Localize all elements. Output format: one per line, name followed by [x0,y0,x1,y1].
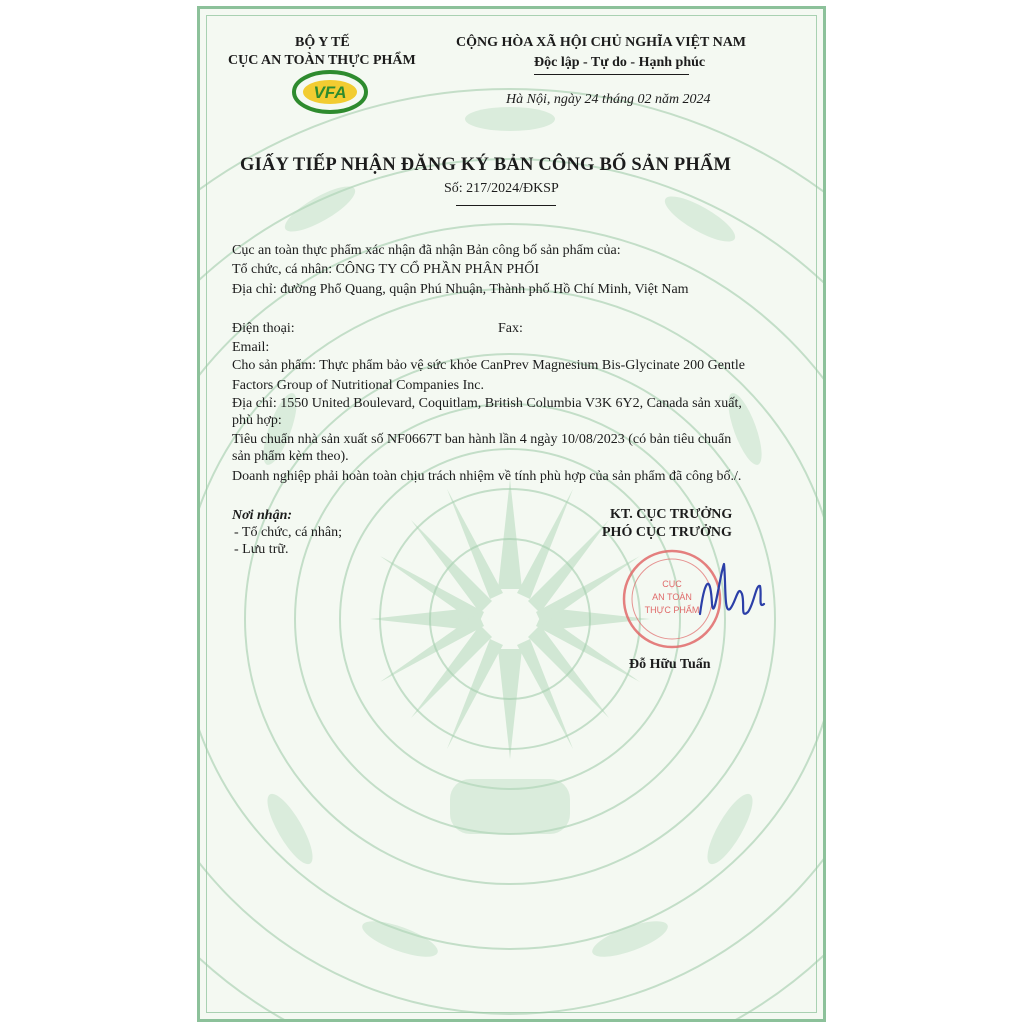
phone-label: Điện thoại: [232,321,295,336]
national-motto: Độc lập - Tự do - Hạnh phúc [534,55,706,70]
vfa-logo [290,67,370,117]
fax-label: Fax: [498,321,523,336]
stamp-text: AN TOÀN [652,592,692,602]
title-underline [456,205,556,206]
email-label: Email: [232,340,270,355]
stamp-text: CỤC [662,579,682,589]
standard-line: Tiêu chuẩn nhà sản xuất số NF0667T ban hành lần 4 ngày 10/08/2023 (có bản tiêu chuẩn [232,432,732,447]
svg-text:VFA: VFA [313,83,347,102]
ministry-name: BỘ Y TẾ [295,35,350,50]
product-line: Cho sản phẩm: Thực phẩm bảo vệ sức khỏe CanPrev Magnesium Bis-Glycinate 200 Gentle [232,358,745,373]
certificate-frame [197,6,826,1022]
standard-line-cont: sản phẩm kèm theo). [232,449,349,464]
signer-title-1: KT. CỤC TRƯỞNG [610,507,733,522]
signer-name: Đỗ Hữu Tuấn [629,657,711,672]
document-number: Số: 217/2024/ĐKSP [444,181,559,196]
recipient-item: - Lưu trữ. [234,542,289,557]
document-title: GIẤY TIẾP NHẬN ĐĂNG KÝ BẢN CÔNG BỐ SẢN PHẨM [240,155,732,175]
recipient-item: - Tổ chức, cá nhân; [234,525,343,540]
date-line: Hà Nội, ngày 24 tháng 02 năm 2024 [506,92,711,107]
stamp-text: THỰC PHẨM [644,605,700,615]
address-line: Địa chỉ: đường Phổ Quang, quận Phú Nhuận, Thành phố Hồ Chí Minh, Việt Nam [232,282,689,297]
manufacturer-line: Factors Group of Nutritional Companies Inc. [232,378,484,393]
intro-text: Cục an toàn thực phẩm xác nhận đã nhận Bản công bố sản phẩm của: [232,243,621,258]
responsibility-line: Doanh nghiệp phải hoàn toàn chịu trách nhiệm về tính phù hợp của sản phẩm đã công bố./. [232,469,742,484]
signer-title-2: PHÓ CỤC TRƯỞNG [602,525,732,540]
manufacturer-address-cont: phù hợp: [232,413,282,428]
manufacturer-address: Địa chỉ: 1550 United Boulevard, Coquitlam, British Columbia V3K 6Y2, Canada sản xuất, [232,396,742,411]
recipients-label: Nơi nhận: [232,508,293,523]
handwritten-signature [690,554,780,634]
organization-line: Tổ chức, cá nhân: CÔNG TY CỔ PHẦN PHÂN PHỐI [232,262,540,277]
country-name: CỘNG HÒA XÃ HỘI CHỦ NGHĨA VIỆT NAM [456,35,747,50]
motto-underline [534,74,689,75]
agency-name: CỤC AN TOÀN THỰC PHẨM [228,53,416,68]
